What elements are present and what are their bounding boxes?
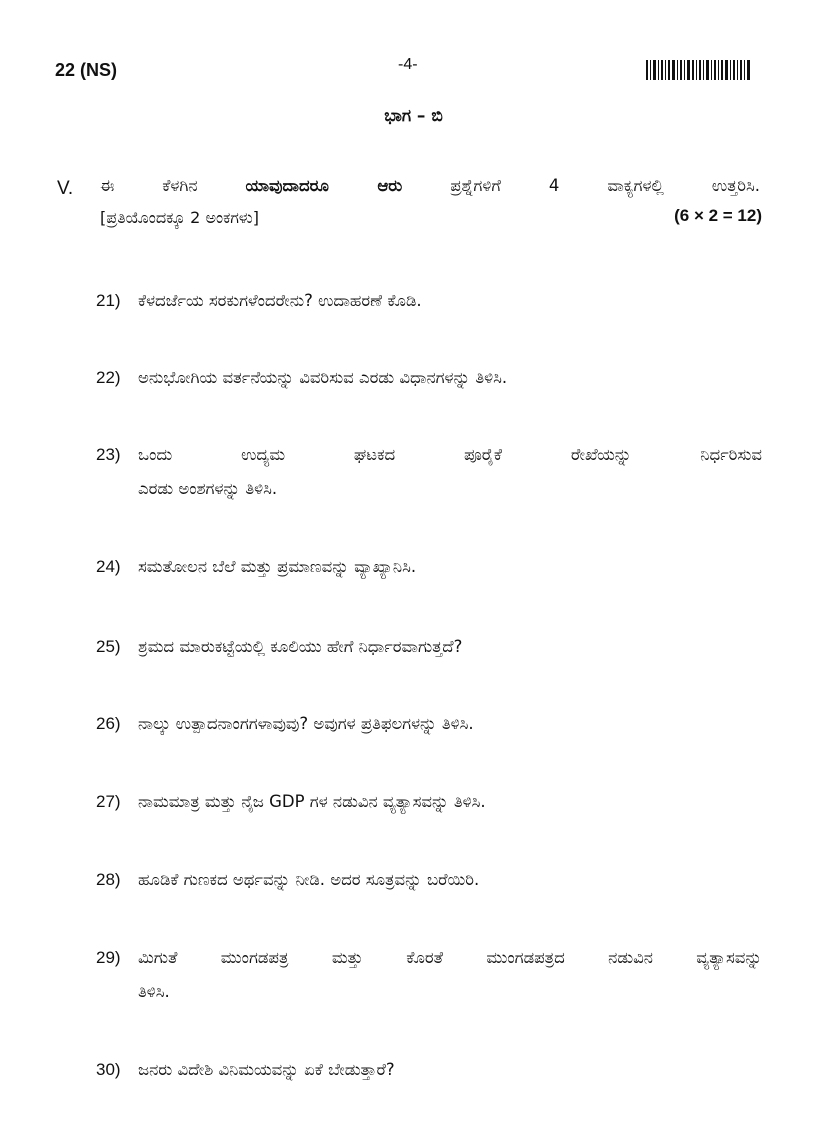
question-item [96, 1053, 762, 1087]
question-text-line2: ತಿಳಿಸಿ. [138, 982, 170, 1001]
question-item [96, 361, 762, 395]
barcode-image [646, 60, 758, 80]
question-number: 21) [96, 291, 121, 310]
question-number: 26) [96, 714, 121, 733]
question-text [138, 941, 762, 1009]
question-number: 24) [96, 557, 121, 576]
page-number: -4- [398, 56, 418, 73]
question-number: 23) [96, 445, 121, 464]
paper-code: 22 (NS) [55, 60, 118, 80]
marks-note: [ಪ್ರತಿಯೊಂದಕ್ಕೂ 2 ಅಂಕಗಳು] [100, 208, 259, 227]
question-item [96, 941, 762, 1009]
question-item [96, 550, 762, 584]
question-item [96, 785, 762, 819]
section-marks: (6 × 2 = 12) [674, 206, 762, 225]
question-item [96, 630, 762, 664]
question-text-line1: ಮಿಗುತೆ ಮುಂಗಡಪತ್ರ ಮತ್ತು ಕೊರತೆ ಮುಂಗಡಪತ್ರದ ನಡುವಿನ ವ್ಯತ್ಯಾಸವನ್ನು [138, 948, 762, 967]
question-text: ಜನರು ವಿದೇಶಿ ವಿನಿಮಯವನ್ನು ಏಕೆ ಬೇಡುತ್ತಾರೆ? [138, 1060, 395, 1079]
question-text: ನಾಲ್ಕು ಉತ್ಪಾದನಾಂಗಗಳಾವುವು? ಅವುಗಳ ಪ್ರತಿಫಲಗಳನ್ನು ತಿಳಿಸಿ. [138, 714, 474, 733]
question-number: 29) [96, 948, 121, 967]
instruction-pre: ಈ ಕೆಳಗಿನ [100, 176, 198, 195]
instruction-bold: ಯಾವುದಾದರೂ ಆರು [245, 176, 403, 195]
question-text: ಹೂಡಿಕೆ ಗುಣಕದ ಅರ್ಥವನ್ನು ನೀಡಿ. ಅದರ ಸೂತ್ರವನ್ನು ಬರೆಯಿರಿ. [138, 870, 480, 889]
question-text: ಕೆಳದರ್ಜೆಯ ಸರಕುಗಳೆಂದರೇನು? ಉದಾಹರಣೆ ಕೊಡಿ. [138, 291, 422, 310]
section-instruction [100, 176, 760, 196]
question-text: ನಾಮಮಾತ್ರ ಮತ್ತು ನೈಜ GDP ಗಳ ನಡುವಿನ ವ್ಯತ್ಯಾಸವನ್ನು ತಿಳಿಸಿ. [138, 792, 486, 811]
question-text-line2: ಎರಡು ಅಂಶಗಳನ್ನು ತಿಳಿಸಿ. [138, 479, 278, 498]
instruction-post: ಪ್ರಶ್ನೆಗಳಿಗೆ 4 ವಾಕ್ಯಗಳಲ್ಲಿ ಉತ್ತರಿಸಿ. [450, 176, 760, 195]
question-text: ಸಮತೋಲನ ಬೆಲೆ ಮತ್ತು ಪ್ರಮಾಣವನ್ನು ವ್ಯಾಖ್ಯಾನಿಸಿ. [138, 557, 417, 576]
question-number: 30) [96, 1060, 121, 1079]
question-text [138, 438, 762, 506]
question-number: 22) [96, 368, 121, 387]
question-item [96, 863, 762, 897]
question-text: ಅನುಭೋಗಿಯ ವರ್ತನೆಯನ್ನು ವಿವರಿಸುವ ಎರಡು ವಿಧಾನಗಳನ್ನು ತಿಳಿಸಿ. [138, 368, 508, 387]
question-item [96, 284, 762, 318]
question-number: 28) [96, 870, 121, 889]
part-title: ಭಾಗ – ಬಿ [384, 106, 443, 126]
question-item [96, 438, 762, 506]
question-number: 25) [96, 637, 121, 656]
question-text: ಶ್ರಮದ ಮಾರುಕಟ್ಟೆಯಲ್ಲಿ ಕೂಲಿಯು ಹೇಗೆ ನಿರ್ಧಾರವಾಗುತ್ತದೆ? [138, 637, 463, 656]
section-number: V. [57, 178, 74, 199]
question-item [96, 707, 762, 741]
question-number: 27) [96, 792, 121, 811]
question-text-line1: ಒಂದು ಉದ್ಯಮ ಘಟಕದ ಪೂರೈಕೆ ರೇಖೆಯನ್ನು ನಿರ್ಧರಿಸುವ [138, 445, 762, 464]
